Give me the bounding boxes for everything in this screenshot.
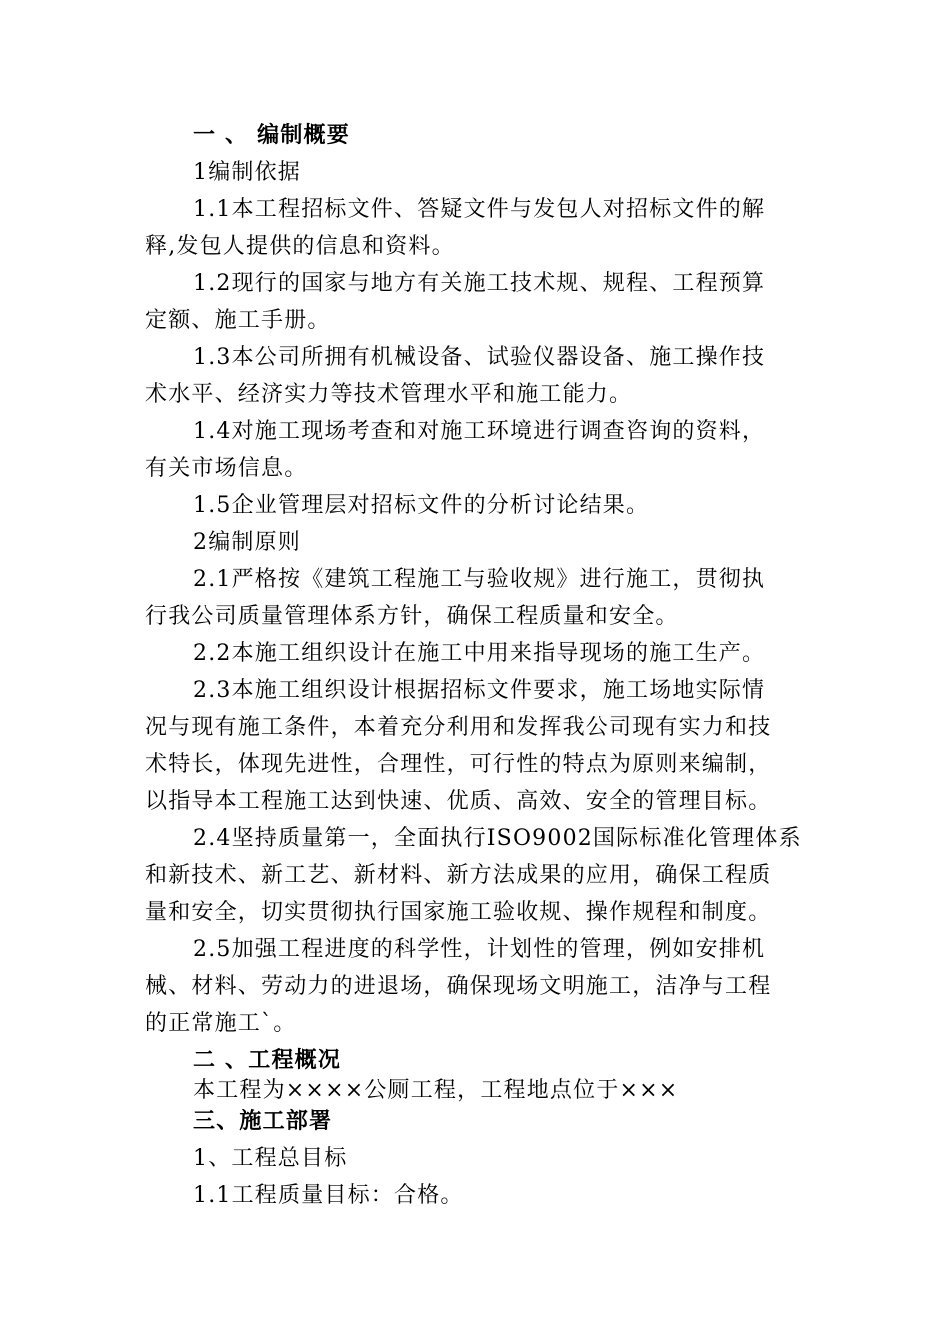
- paragraph-line: 1.2现行的国家与地方有关施工技术规、规程、工程预算: [193, 271, 766, 296]
- paragraph-line: 2.3本施工组织设计根据招标文件要求，施工场地实际情: [193, 678, 766, 703]
- paragraph-line: 2.1严格按《建筑工程施工与验收规》进行施工，贯彻执: [193, 567, 766, 592]
- paragraph-line: 械、材料、劳动力的进退场，确保现场文明施工，洁净与工程: [145, 974, 772, 999]
- subheading-basis: 1编制依据: [193, 160, 301, 185]
- paragraph-line: 1.1本工程招标文件、答疑文件与发包人对招标文件的解: [193, 197, 766, 222]
- document-body: [145, 117, 805, 1214]
- paragraph-line: 量和安全，切实贯彻执行国家施工验收规、操作规程和制度。: [145, 900, 772, 925]
- paragraph-line: 有关市场信息。: [145, 456, 308, 481]
- paragraph-line: 1.3本公司所拥有机械设备、试验仪器设备、施工操作技: [193, 345, 766, 370]
- paragraph-line: 术水平、经济实力等技术管理水平和施工能力。: [145, 382, 633, 407]
- paragraph-line: 定额、施工手册。: [145, 308, 331, 333]
- subheading-goals: 1、工程总目标: [193, 1146, 348, 1171]
- subheading-principles: 2编制原则: [193, 530, 301, 555]
- paragraph-line: 以指导本工程施工达到快速、优质、高效、安全的管理目标。: [145, 789, 772, 814]
- paragraph-line: 1.5企业管理层对招标文件的分析讨论结果。: [193, 493, 650, 518]
- paragraph-line: 况与现有施工条件，本着充分利用和发挥我公司现有实力和技: [145, 715, 772, 740]
- section-heading-2: 二 、工程概况: [193, 1048, 342, 1073]
- section-heading-3: 三、施工部署: [193, 1109, 333, 1134]
- section-heading-1: 一 、 编制概要: [193, 123, 350, 148]
- paragraph-line: 和新技术、新工艺、新材料、新方法成果的应用，确保工程质: [145, 863, 772, 888]
- paragraph-line: 2.4坚持质量第一，全面执行ISO9002国际标准化管理体系: [193, 826, 802, 851]
- paragraph-line: 1.4对施工现场考查和对施工环境进行调查咨询的资料，: [193, 419, 766, 444]
- paragraph-line: 行我公司质量管理体系方针，确保工程质量和安全。: [145, 604, 679, 629]
- paragraph-line: 1.1工程质量目标：合格。: [193, 1183, 464, 1208]
- project-overview-text: 本工程为××××公厕工程，工程地点位于×××: [193, 1078, 679, 1103]
- paragraph-line: 2.2本施工组织设计在施工中用来指导现场的施工生产。: [193, 641, 766, 666]
- paragraph-line: 释,发包人提供的信息和资料。: [145, 234, 455, 259]
- paragraph-line: 2.5加强工程进度的科学性，计划性的管理，例如安排机: [193, 937, 766, 962]
- paragraph-line: 的正常施工`。: [145, 1011, 297, 1036]
- paragraph-line: 术特长，体现先进性，合理性，可行性的特点为原则来编制，: [145, 752, 772, 777]
